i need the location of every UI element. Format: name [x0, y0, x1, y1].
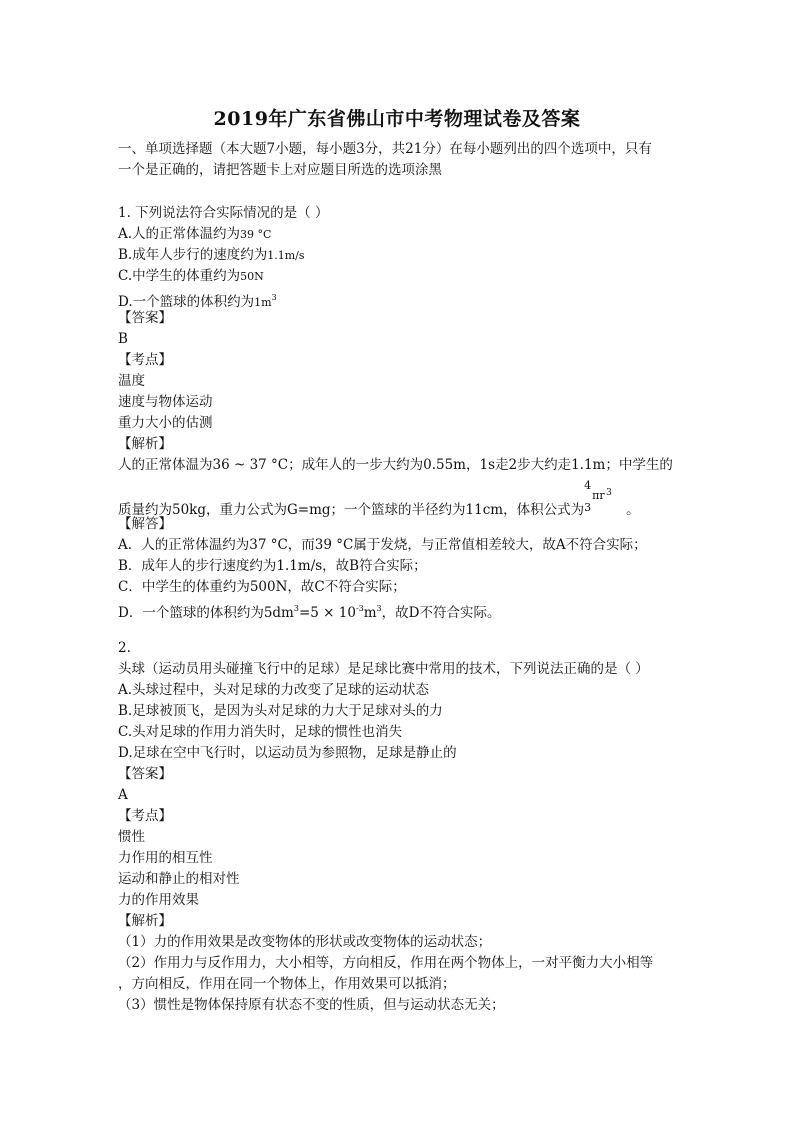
formula-numerator: 4	[584, 479, 592, 492]
q1-option-d-text: D.一个篮球的体积约为	[118, 294, 255, 310]
q1-solve-d-end: ，故D不符合实际。	[381, 605, 501, 621]
q2-analysis-heading: 【解析】	[118, 913, 172, 929]
q2-option-c: C.头对足球的作用力消失时，足球的惯性也消失	[118, 724, 403, 740]
q1-solve-a: A．人的正常体温约为37 °C，而39 °C属于发烧，与正常值相差较大，故A不符合实际；	[118, 537, 647, 553]
q1-stem: 1. 下列说法符合实际情况的是（ ）	[118, 205, 329, 221]
q1-solve-c: C．中学生的体重约为500N，故C不符合实际；	[118, 579, 406, 595]
q2-analysis-line2: （2）作用力与反作用力，大小相等，方向相反，作用在两个物体上，一对平衡力大小相等	[118, 955, 654, 971]
q1-option-c-text: C.中学生的体重约为	[118, 268, 241, 284]
q1-solve-d-unit: m	[363, 605, 377, 621]
formula-pi-r: πr	[592, 489, 605, 502]
q2-point-4: 力的作用效果	[118, 892, 199, 908]
q1-answer: B	[118, 331, 128, 347]
q1-analysis-line2	[118, 479, 640, 519]
q1-point-heading: 【考点】	[118, 352, 172, 368]
q1-option-a	[118, 226, 271, 243]
section-instruction-line2: 一个是正确的，请把答题卡上对应题目所选的选项涂黑	[118, 162, 442, 178]
q1-solve-d	[118, 600, 500, 622]
q2-analysis-line4: （3）惯性是物体保持原有状态不变的性质，但与运动状态无关；	[118, 997, 505, 1013]
q1-solve-d-sup1: 3	[293, 604, 299, 613]
q2-stem: 头球（运动员用头碰撞飞行中的足球）是足球比赛中常用的技术，下列说法正确的是（ ）	[118, 661, 649, 677]
q1-analysis-line2-end: 。	[626, 502, 640, 518]
q1-option-d-exponent: 3	[271, 293, 277, 302]
q2-option-b: B.足球被顶飞，是因为头对足球的力大于足球对头的力	[118, 703, 443, 719]
page-title: 2019年广东省佛山市中考物理试卷及答案	[213, 108, 581, 130]
q2-analysis-line3: ，方向相反，作用在同一个物体上，作用效果可以抵消；	[118, 976, 456, 992]
q1-option-b-text: B.成年人步行的速度约为	[118, 247, 268, 263]
q1-solve-d-text: D．一个篮球的体积约为5dm	[118, 605, 294, 621]
q1-solve-d-sup3: 3	[376, 604, 382, 613]
q1-option-a-value: 39 °C	[240, 228, 272, 241]
section-instruction-line1: 一、单项选择题（本大题7小题，每小题3分，共21分）在每小题列出的四个选项中，只有	[118, 141, 652, 157]
q2-number: 2.	[118, 640, 131, 656]
q2-option-d: D.足球在空中飞行时，以运动员为参照物，足球是静止的	[118, 745, 457, 761]
volume-formula	[584, 479, 626, 514]
q1-option-d	[118, 289, 277, 311]
q2-point-2: 力作用的相互性	[118, 850, 213, 866]
q2-point-3: 运动和静止的相对性	[118, 871, 240, 887]
q2-point-heading: 【考点】	[118, 808, 172, 824]
formula-exponent: 3	[606, 488, 612, 498]
q2-point-1: 惯性	[118, 829, 145, 845]
q1-option-c	[118, 268, 264, 285]
q2-option-a: A.头球过程中，头对足球的力改变了足球的运动状态	[118, 682, 430, 698]
q1-answer-heading: 【答案】	[118, 310, 172, 326]
formula-denominator: 3	[584, 501, 592, 514]
q1-option-c-value: 50N	[240, 270, 264, 283]
q2-answer: A	[118, 787, 128, 803]
q1-analysis-line2-text: 质量约为50kg，重力公式为G=mg；一个篮球的半径约为11cm，体积公式为	[118, 502, 585, 518]
q1-option-b	[118, 247, 305, 264]
q2-analysis-line1: （1）力的作用效果是改变物体的形状或改变物体的运动状态；	[118, 934, 492, 950]
q1-solve-d-sup2: -3	[355, 604, 364, 613]
q1-point-1: 温度	[118, 373, 145, 389]
q1-point-2: 速度与物体运动	[118, 394, 213, 410]
q1-point-3: 重力大小的估测	[118, 415, 213, 431]
q1-option-b-value: 1.1m/s	[267, 249, 305, 262]
q1-option-d-value: 1m	[254, 296, 272, 309]
q1-analysis-line1: 人的正常体温为36 ~ 37 °C；成年人的一步大约为0.55m，1s走2步大约走1.1m；中学生的	[118, 457, 673, 473]
q1-solve-b: B．成年人的步行速度约为1.1m/s，故B符合实际；	[118, 558, 427, 574]
q1-solve-heading: 【解答】	[118, 516, 172, 532]
q1-solve-d-mid: =5 × 10	[298, 605, 356, 621]
q2-answer-heading: 【答案】	[118, 766, 172, 782]
q1-analysis-heading: 【解析】	[118, 436, 172, 452]
q1-option-a-text: A.人的正常体温约为	[118, 226, 241, 242]
